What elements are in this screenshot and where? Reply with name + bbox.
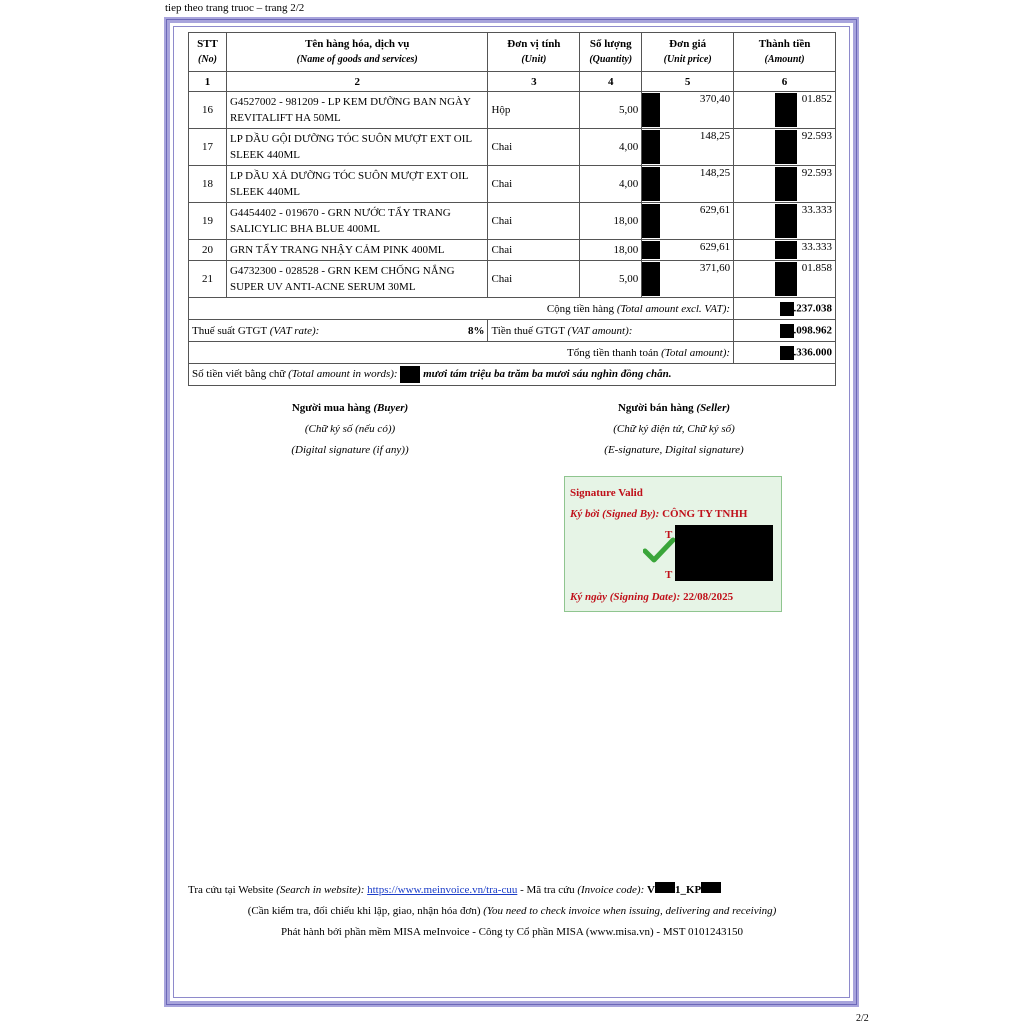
vat-rate-value: 8% (467, 324, 485, 337)
subtotal-row: Cộng tiền hàng (Total amount excl. VAT): .237.038 (189, 298, 836, 320)
row-name: LP DẦU GỘI DƯỠNG TÓC SUÔN MƯỢT EXT OIL SLEEK 440ML (226, 129, 487, 166)
total-row: Tổng tiền thanh toán (Total amount): .336.000 (189, 342, 836, 364)
table-row (189, 261, 836, 298)
page-header: tiep theo trang truoc – trang 2/2 (165, 2, 305, 14)
row-unit: Chai (488, 166, 580, 203)
redaction (675, 525, 773, 581)
row-stt: 20 (189, 240, 227, 261)
total-value: .336.000 (734, 342, 836, 364)
row-unit-price: 148,25 (642, 166, 734, 203)
header-name: Tên hàng hóa, dịch vụ (Name of goods and services) (226, 33, 487, 72)
row-name: GRN TẨY TRANG NHẬY CẢM PINK 400ML (226, 240, 487, 261)
header-quantity: Số lượng (Quantity) (580, 33, 642, 72)
subtotal-value: .237.038 (734, 298, 836, 320)
amount-in-words: mươi tám triệu ba trăm ba mươi sáu nghìn đồng chẵn. (423, 368, 672, 381)
buyer-signature-block: Người mua hàng (Buyer) (Chữ ký số (nếu có)) (Digital signature (if any)) (291, 402, 409, 456)
invoice-items-table (188, 32, 836, 386)
row-stt: 17 (189, 129, 227, 166)
row-quantity: 4,00 (580, 166, 642, 203)
row-name: G4527002 - 981209 - LP KEM DƯỠNG BAN NGÀY REVITALIFT HA 50ML (226, 92, 487, 129)
row-unit: Hộp (488, 92, 580, 129)
row-quantity: 4,00 (580, 129, 642, 166)
table-row (189, 240, 836, 261)
row-unit-price: 148,25 (642, 129, 734, 166)
signature-status: Signature Valid (570, 487, 643, 499)
header-amount: Thành tiền (Amount) (734, 33, 836, 72)
row-quantity: 5,00 (580, 92, 642, 129)
invoice-footer-info: Tra cứu tại Website (Search in website): https://www.meinvoice.vn/tra-cuu - Mã tra cứu (Invoice code): V 1_KP (Cần kiểm tra, đối chiếu khi lập, giao, nhận hóa đơn) (You need to check invoice when issuing, delivering and receiving) Phát hành bởi phần mềm MISA meInvoice - Công ty Cổ phần MISA (www.misa.vn) - MST 0101243150 (188, 884, 777, 938)
item-rows (189, 92, 836, 298)
header-unit-price: Đơn giá (Unit price) (642, 33, 734, 72)
row-amount: 92.593 (734, 129, 836, 166)
row-quantity: 5,00 (580, 261, 642, 298)
lookup-link[interactable]: https://www.meinvoice.vn/tra-cuu (367, 884, 518, 896)
row-unit-price: 370,40 (642, 92, 734, 129)
row-quantity: 18,00 (580, 203, 642, 240)
row-unit: Chai (488, 203, 580, 240)
vat-amount-value: .098.962 (734, 320, 836, 342)
row-name: G4732300 - 028528 - GRN KEM CHỐNG NẮNG SUPER UV ANTI-ACNE SERUM 30ML (226, 261, 487, 298)
row-unit-price: 371,60 (642, 261, 734, 298)
signed-by: CÔNG TY TNHH (662, 508, 748, 520)
row-amount: 33.333 (734, 240, 836, 261)
row-stt: 21 (189, 261, 227, 298)
row-unit: Chai (488, 129, 580, 166)
amount-in-words-row: Số tiền viết bằng chữ (Total amount in words): mươi tám triệu ba trăm ba mươi sáu nghìn đồng chẵn. (189, 364, 836, 386)
row-quantity: 18,00 (580, 240, 642, 261)
table-row (189, 203, 836, 240)
row-stt: 19 (189, 203, 227, 240)
row-amount: 92.593 (734, 166, 836, 203)
seller-signature-block: Người bán hàng (Seller) (Chữ ký điện tử, Chữ ký số) (E-signature, Digital signature) (604, 402, 744, 456)
row-unit: Chai (488, 261, 580, 298)
row-name: LP DẦU XẢ DƯỠNG TÓC SUÔN MƯỢT EXT OIL SLEEK 440ML (226, 166, 487, 203)
digital-signature-box: Signature Valid Ký bởi (Signed By): CÔNG TY TNHH T T Ký ngày (Signing Date): 22/08/2025 (564, 476, 782, 612)
row-amount: 01.858 (734, 261, 836, 298)
row-unit: Chai (488, 240, 580, 261)
page-number: 2/2 (856, 1013, 869, 1024)
row-unit-price: 629,61 (642, 203, 734, 240)
table-header-row (189, 33, 836, 72)
invoice-code: V 1_KP (647, 884, 721, 896)
table-row (189, 166, 836, 203)
row-unit-price: 629,61 (642, 240, 734, 261)
row-name: G4454402 - 019670 - GRN NƯỚC TẨY TRANG SALICYLIC BHA BLUE 400ML (226, 203, 487, 240)
row-amount: 33.333 (734, 203, 836, 240)
row-stt: 18 (189, 166, 227, 203)
table-row (189, 129, 836, 166)
header-unit: Đơn vị tính (Unit) (488, 33, 580, 72)
column-number-row: 1 2 3 4 5 6 (189, 72, 836, 92)
signing-date: 22/08/2025 (683, 591, 734, 603)
row-stt: 16 (189, 92, 227, 129)
header-stt: STT (No) (189, 33, 227, 72)
row-amount: 01.852 (734, 92, 836, 129)
table-row (189, 92, 836, 129)
checkmark-icon (643, 537, 675, 563)
vat-row: Thuế suất GTGT (VAT rate): 8% Tiền thuế GTGT (VAT amount): .098.962 (189, 320, 836, 342)
